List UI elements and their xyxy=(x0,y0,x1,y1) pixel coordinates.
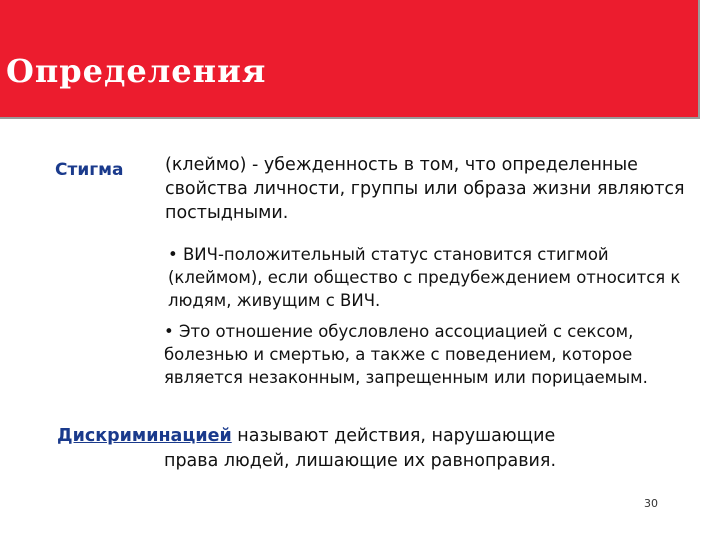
discrimination-text-line-1: называют действия, нарушающие xyxy=(237,426,556,446)
page-title: Определения xyxy=(6,52,267,90)
title-bar xyxy=(0,0,700,119)
stigma-definition: (клеймо) - убежденность в том, что определенные свойства личности, группы или образа жизни являются постыдными. xyxy=(165,155,685,223)
page-number: 30 xyxy=(644,497,658,510)
discrimination-text-line-2: права людей, лишающие их равноправия. xyxy=(164,451,557,471)
discrimination-definition xyxy=(57,424,677,474)
bullet-hiv-status: • ВИЧ-положительный статус становится стигмой (клеймом), если общество с предубеждением относится к людям, живущим с ВИЧ. xyxy=(168,245,681,310)
bullet-associations: • Это отношение обусловлено ассоциацией с сексом, болезнью и смертью, а также с поведением, которое является незаконным, запрещенным или порицаемым. xyxy=(164,322,648,387)
stigma-term: Стигма xyxy=(55,160,124,180)
discrimination-term: Дискриминацией xyxy=(57,426,232,446)
